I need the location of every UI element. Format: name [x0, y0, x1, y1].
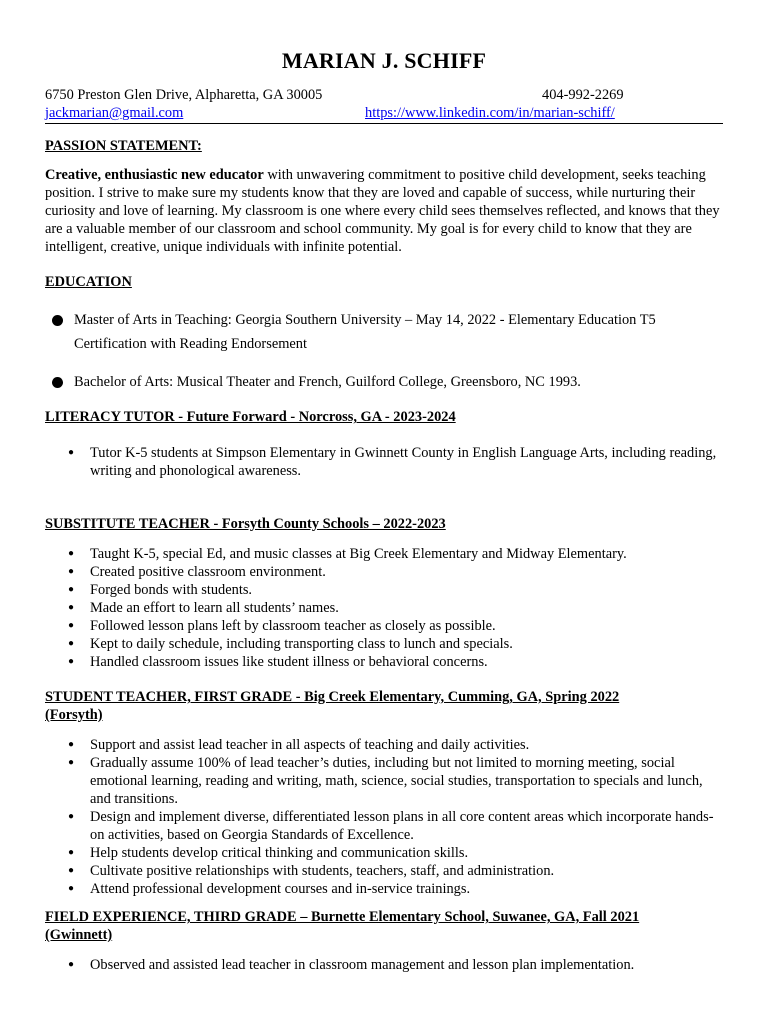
phone: 404-992-2269	[542, 87, 624, 103]
linkedin-link[interactable]: https://www.linkedin.com/in/marian-schiff/	[365, 105, 615, 121]
list-item: ● Handled classroom issues like student illness or behavioral concerns.	[45, 653, 723, 671]
list-item: Bachelor of Arts: Musical Theater and French, Guilford College, Greensboro, NC 1993.	[45, 370, 723, 394]
education-section	[45, 273, 723, 394]
passion-text	[45, 166, 723, 256]
contact-block	[45, 86, 723, 122]
list-item: ● Followed lesson plans left by classroom teacher as closely as possible.	[45, 617, 723, 635]
student-teacher-heading: STUDENT TEACHER, FIRST GRADE - Big Creek Elementary, Cumming, GA, Spring 2022 (Forsyth)	[45, 689, 620, 723]
email-link[interactable]: jackmarian@gmail.com	[45, 105, 184, 121]
header-divider	[45, 123, 723, 124]
list-item: ● Design and implement diverse, differentiated lesson plans in all core content areas which incorporate hands-on activities, based on Georgia Standards of Excellence.	[45, 808, 723, 844]
field-section	[45, 908, 723, 974]
passion-lead: Creative, enthusiastic new educator	[45, 167, 264, 183]
list-item: ● Gradually assume 100% of lead teacher’s duties, including but not limited to morning meeting, social emotional learning, reading and writing, math, science, social studies, transportation to specials and lunch, and transitions.	[45, 754, 723, 808]
list-item: ● Cultivate positive relationships with students, teachers, staff, and administration.	[45, 862, 723, 880]
list-item: ● Tutor K-5 students at Simpson Elementary in Gwinnett County in English Language Arts, including reading, writing and phonological awareness.	[45, 444, 723, 480]
list-item: ● Attend professional development courses and in-service trainings.	[45, 880, 723, 898]
list-item: Master of Arts in Teaching: Georgia Southern University – May 14, 2022 - Elementary Education T5 Certification with Reading Endorsement	[45, 308, 723, 356]
list-item: ● Forged bonds with students.	[45, 581, 723, 599]
student-teacher-section	[45, 688, 723, 898]
address: 6750 Preston Glen Drive, Alpharetta, GA 30005	[45, 87, 323, 103]
list-item: ● Created positive classroom environment.	[45, 563, 723, 581]
education-heading: EDUCATION	[45, 274, 132, 290]
passion-body: with unwavering commitment to positive child development, seeks teaching position. I strive to make sure my students know that they are loved and capable of success, while nurturing their curiosity and love of learning. My classroom is one where every child sees themselves reflected, and knows that they are a valuable member of our classroom and school community. My goal is for every child to know that they are intelligent, creative, unique individuals with infinite potential.	[45, 167, 720, 255]
passion-heading: PASSION STATEMENT:	[45, 138, 202, 154]
tutor-section	[45, 408, 723, 480]
passion-section	[45, 137, 723, 256]
list-item: ● Observed and assisted lead teacher in classroom management and lesson plan implementation.	[45, 956, 723, 974]
tutor-heading: LITERACY TUTOR - Future Forward - Norcross, GA - 2023-2024	[45, 409, 456, 425]
candidate-name: MARIAN J. SCHIFF	[281, 48, 487, 73]
list-item: ● Kept to daily schedule, including transporting class to lunch and specials.	[45, 635, 723, 653]
field-heading: FIELD EXPERIENCE, THIRD GRADE – Burnette Elementary School, Suwanee, GA, Fall 2021 (Gwinnett)	[45, 909, 640, 943]
list-item: ● Taught K-5, special Ed, and music classes at Big Creek Elementary and Midway Elementary.	[45, 545, 723, 563]
substitute-heading: SUBSTITUTE TEACHER - Forsyth County Schools – 2022-2023	[45, 516, 446, 532]
list-item: ● Support and assist lead teacher in all aspects of teaching and daily activities.	[45, 736, 723, 754]
list-item: ● Made an effort to learn all students’ names.	[45, 599, 723, 617]
substitute-section	[45, 515, 723, 671]
list-item: ● Help students develop critical thinking and communication skills.	[45, 844, 723, 862]
